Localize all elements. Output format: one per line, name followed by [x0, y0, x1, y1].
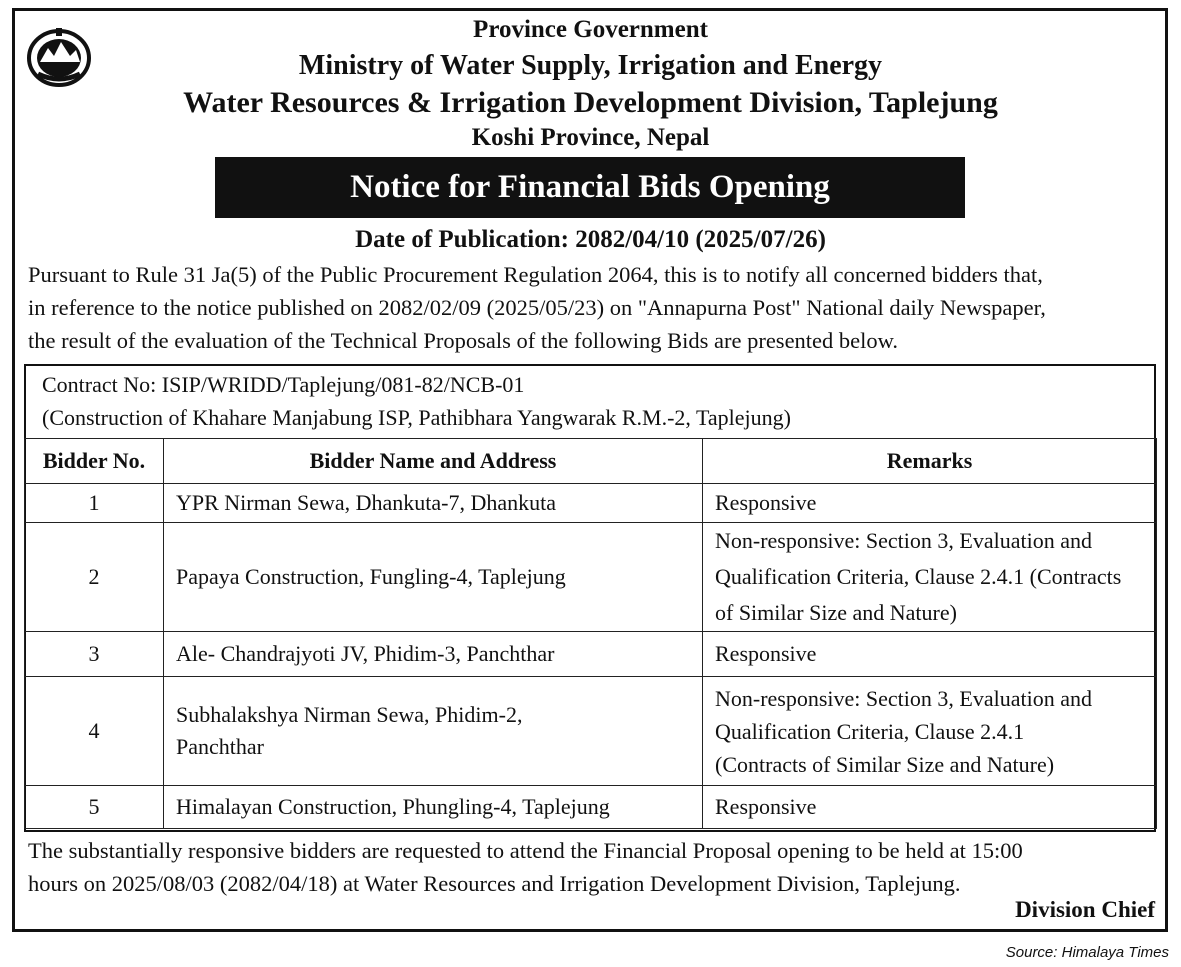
- table-row: [25, 677, 1157, 786]
- bidder-name: [164, 632, 703, 677]
- intro-line: Pursuant to Rule 31 Ja(5) of the Public Procurement Regulation 2064, this is to notify all concerned bidders that,: [28, 262, 1043, 287]
- bidder-no: 5: [25, 786, 164, 829]
- intro-line: in reference to the notice published on 2082/02/09 (2025/05/23) on "Annapurna Post" National daily Newspaper,: [28, 295, 1046, 320]
- remarks-line: Qualification Criteria, Clause 2.4.1 (Contracts: [715, 564, 1122, 589]
- remarks-line: Non-responsive: Section 3, Evaluation and: [715, 528, 1092, 553]
- remarks-line: Responsive: [715, 794, 817, 819]
- contract-description: (Construction of Khahare Manjabung ISP, Pathibhara Yangwarak R.M.-2, Taplejung): [42, 405, 791, 430]
- signatory: Division Chief: [1015, 897, 1155, 922]
- bidder-name-line: Panchthar: [176, 734, 264, 759]
- col-header-bidder-no: Bidder No.: [25, 439, 164, 484]
- intro-paragraph: [28, 258, 1158, 357]
- bidder-remarks: [703, 484, 1157, 523]
- remarks-line: Non-responsive: Section 3, Evaluation and: [715, 685, 1092, 711]
- header-province: Province Government: [473, 16, 708, 43]
- bidder-name: [164, 523, 703, 632]
- table-header-row: [25, 439, 1157, 484]
- source-credit: Source: Himalaya Times: [1005, 944, 1169, 961]
- bidder-remarks: [703, 523, 1157, 632]
- col-header-bidder-name: Bidder Name and Address: [164, 439, 703, 484]
- bidder-remarks: [703, 677, 1157, 786]
- bidder-name-line: YPR Nirman Sewa, Dhankuta-7, Dhankuta: [176, 490, 557, 515]
- remarks-line: (Contracts of Similar Size and Nature): [715, 751, 1055, 777]
- bidder-remarks: [703, 786, 1157, 829]
- remarks-line: Responsive: [715, 490, 817, 515]
- table-row: [25, 786, 1157, 829]
- remarks-line: Responsive: [715, 641, 817, 666]
- bidder-name-line: Papaya Construction, Fungling-4, Taplejung: [176, 564, 566, 589]
- contract-info: [42, 368, 791, 434]
- bidder-name-line: Himalayan Construction, Phungling-4, Taplejung: [176, 794, 610, 819]
- intro-line: the result of the evaluation of the Technical Proposals of the following Bids are presented below.: [28, 328, 899, 353]
- table-row: [25, 484, 1157, 523]
- table-row: [25, 632, 1157, 677]
- header-division: Water Resources & Irrigation Development Division, Taplejung: [183, 86, 998, 119]
- closing-paragraph: [28, 834, 1158, 900]
- bidder-name: [164, 484, 703, 523]
- bidder-name-line: Subhalakshya Nirman Sewa, Phidim-2,: [176, 702, 523, 727]
- publication-date: Date of Publication: 2082/04/10 (2025/07/26): [355, 226, 826, 253]
- bidder-remarks: [703, 632, 1157, 677]
- notice-title-banner: Notice for Financial Bids Opening: [215, 157, 965, 218]
- bidder-no: 3: [25, 632, 164, 677]
- bidder-name: [164, 786, 703, 829]
- bidder-name-line: Ale- Chandrajyoti JV, Phidim-3, Panchthar: [176, 641, 555, 666]
- remarks-line: Qualification Criteria, Clause 2.4.1: [715, 718, 1025, 744]
- header-location: Koshi Province, Nepal: [471, 124, 710, 151]
- remarks-line: of Similar Size and Nature): [715, 600, 957, 625]
- bidder-no: 2: [25, 523, 164, 632]
- closing-line: The substantially responsive bidders are requested to attend the Financial Proposal opening to be held at 15:00: [28, 838, 1023, 863]
- col-header-remarks: Remarks: [703, 439, 1157, 484]
- bidder-name: [164, 677, 703, 786]
- closing-line: hours on 2025/08/03 (2082/04/18) at Water Resources and Irrigation Development Division, Taplejung.: [28, 871, 961, 896]
- bidders-table: [24, 438, 1157, 829]
- contract-number: Contract No: ISIP/WRIDD/Taplejung/081-82/NCB-01: [42, 372, 525, 397]
- table-row: [25, 523, 1157, 632]
- header-ministry: Ministry of Water Supply, Irrigation and Energy: [298, 50, 883, 81]
- bidder-no: 1: [25, 484, 164, 523]
- bidder-no: 4: [25, 677, 164, 786]
